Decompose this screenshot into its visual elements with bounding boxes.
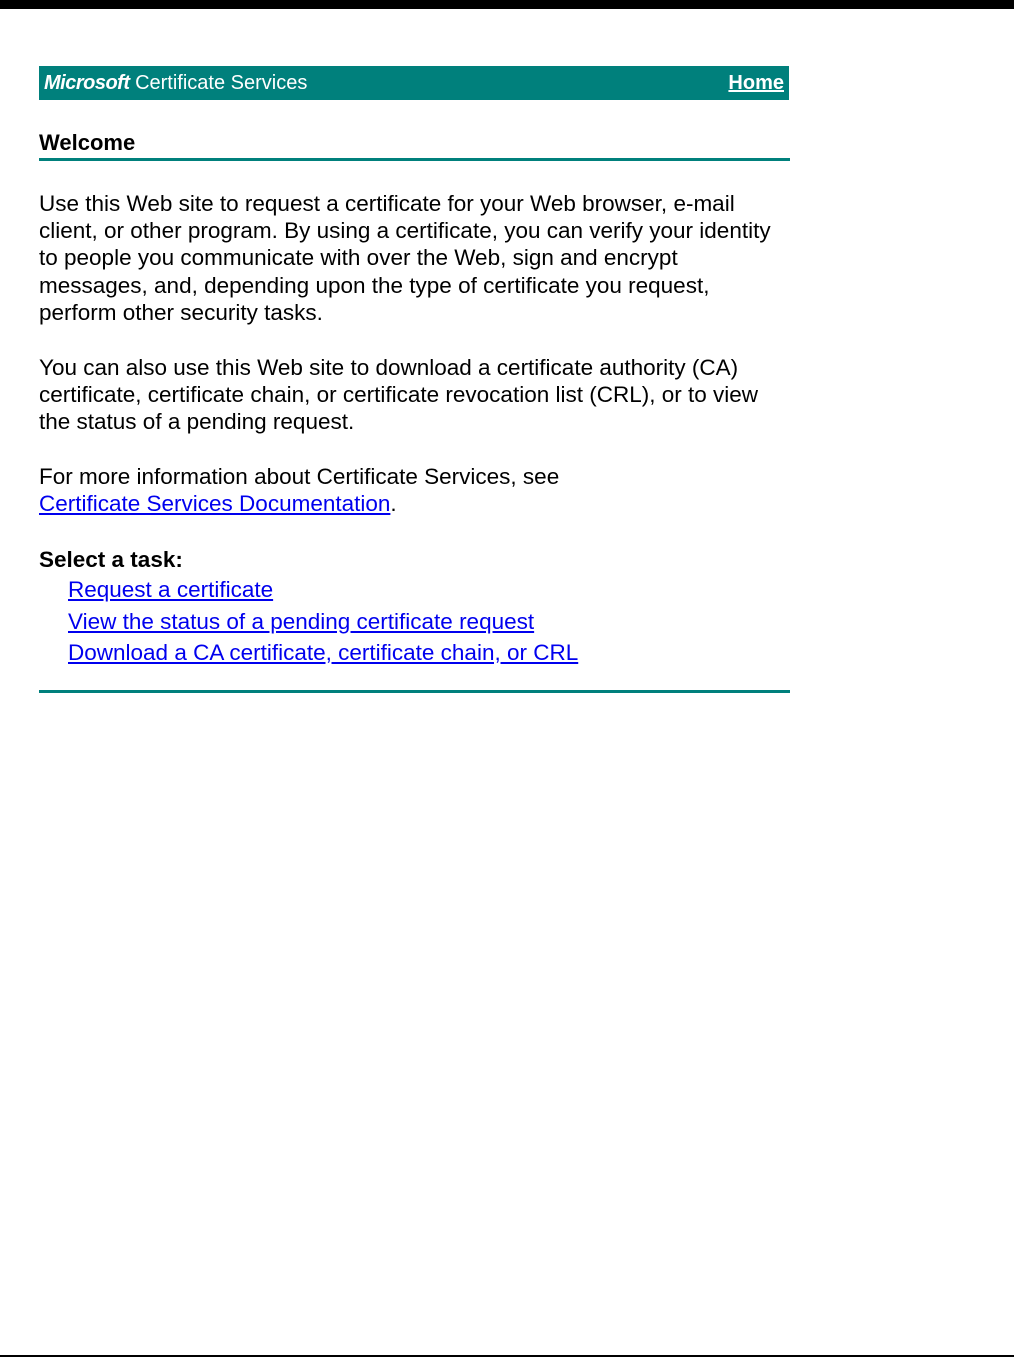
task-item bbox=[68, 574, 578, 606]
task-heading: Select a task: bbox=[39, 547, 183, 572]
brand-title bbox=[44, 66, 307, 100]
page-title: Welcome bbox=[39, 130, 136, 155]
top-border bbox=[0, 0, 1014, 9]
service-name: Certificate Services bbox=[135, 72, 308, 94]
request-certificate-link[interactable]: Request a certificate bbox=[68, 577, 274, 602]
home-link[interactable]: Home bbox=[728, 71, 784, 94]
divider-bottom bbox=[39, 690, 790, 693]
more-info-paragraph bbox=[39, 463, 789, 517]
task-item bbox=[68, 606, 578, 638]
microsoft-logo: Microsoft bbox=[44, 72, 130, 94]
more-info-suffix: . bbox=[390, 491, 397, 517]
more-info-text: For more information about Certificate Services, see bbox=[39, 464, 560, 489]
intro-paragraph: Use this Web site to request a certificate for your Web browser, e-mail client, or other program. By using a certificate, you can verify your identity to people you communicate with over the Web, sign and encrypt messages, and, depending upon the type of certificate you request, perform other security tasks. bbox=[39, 191, 771, 325]
task-list bbox=[68, 574, 578, 669]
task-item bbox=[68, 637, 578, 669]
divider-top bbox=[39, 158, 790, 161]
view-pending-status-link[interactable]: View the status of a pending certificate request bbox=[68, 608, 535, 634]
download-paragraph: You can also use this Web site to download a certificate authority (CA) certificate, certificate chain, or certificate revocation list (CRL), or to view the status of a pending request. bbox=[39, 355, 759, 435]
download-ca-certificate-link[interactable]: Download a CA certificate, certificate chain, or CRL bbox=[68, 640, 579, 665]
bottom-border bbox=[0, 1355, 1014, 1357]
documentation-link[interactable]: Certificate Services Documentation bbox=[39, 491, 391, 517]
header-bar bbox=[39, 66, 789, 100]
